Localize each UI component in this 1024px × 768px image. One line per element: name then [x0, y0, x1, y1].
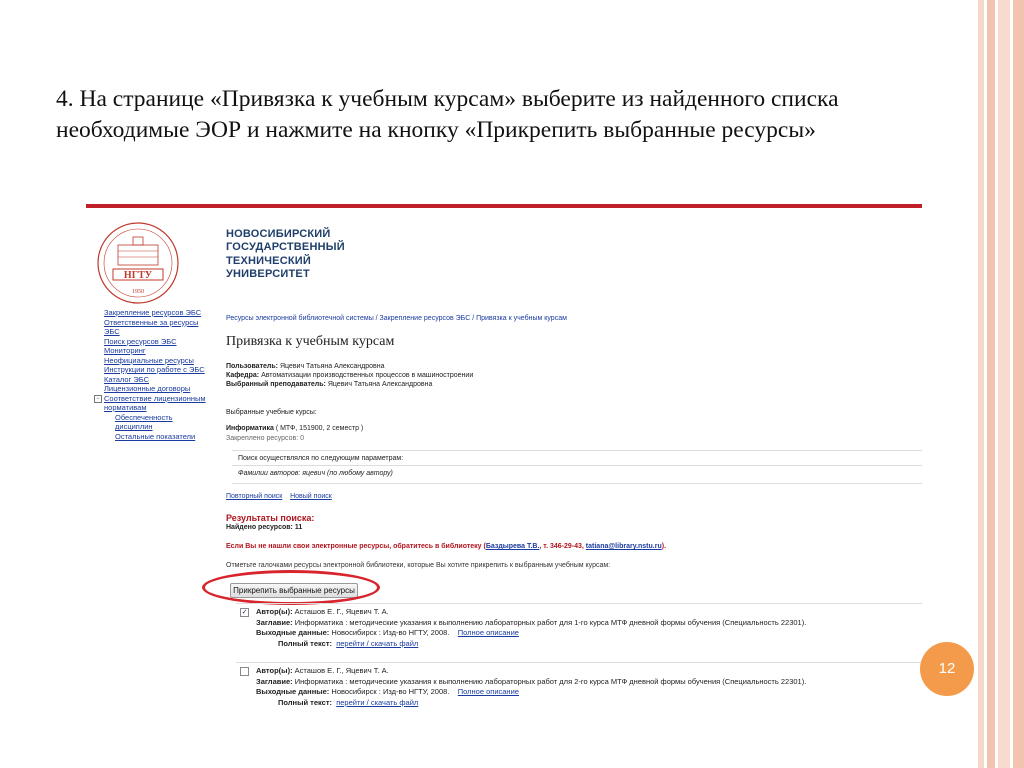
side-stripes	[978, 0, 1024, 768]
selected-courses-label: Выбранные учебные курсы:	[226, 409, 317, 416]
sidebar-item-monitoring[interactable]: Мониторинг	[104, 346, 146, 355]
full-description-link[interactable]: Полное описание	[457, 628, 519, 637]
university-name: НОВОСИБИРСКИЙ ГОСУДАРСТВЕННЫЙ ТЕХНИЧЕСКИЙ УНИВЕРСИТЕТ	[226, 228, 345, 281]
sidebar-item-compliance-2[interactable]: нормативам	[104, 403, 147, 412]
new-search-link[interactable]: Новый поиск	[290, 493, 332, 500]
sidebar-subitem-disciplines[interactable]: дисциплин	[115, 422, 153, 431]
sidebar-subitem-provision[interactable]: Обеспеченность	[115, 412, 173, 422]
download-link[interactable]: перейти / скачать файл	[336, 638, 419, 648]
logo-text: НГТУ	[123, 270, 153, 281]
divider-bar	[86, 204, 922, 208]
contact-line: Если Вы не нашли свои электронные ресурсы, обратитесь в библиотеку (Баздырева Т.В., т. 346-29-43, tatiana@library.nstu.ru).	[226, 543, 667, 550]
download-link[interactable]: перейти / скачать файл	[336, 697, 419, 707]
slide-instruction: 4. На странице «Привязка к учебным курсам» выберите из найденного списка необходимые ЭОР и нажмите на кнопку «Прикрепить выбранные ресурсы»	[56, 86, 839, 143]
repeat-search-link[interactable]: Повторный поиск	[226, 493, 283, 500]
sidebar-item-unofficial[interactable]: Неофициальные ресурсы	[104, 355, 194, 365]
sidebar-item-responsible[interactable]: Ответственные за ресурсы	[104, 317, 199, 327]
list-item: ✓ Автор(ы): Асташов Е. Г., Яцевич Т. А. Заглавие: Информатика : методические указания к выполнению лабораторных работ для 1-го курса МТФ дневной формы обучения (Специальность 22301). Выходные данные: Новосибирск : Изд-во НГТУ, 2008. Полное описание Полный текст: перейти / скачать файл	[236, 603, 922, 660]
page-title: Привязка к учебным курсам	[226, 334, 395, 349]
sidebar-item-search[interactable]: Поиск ресурсов ЭБС	[104, 336, 177, 346]
sidebar-item-catalog[interactable]: Каталог ЭБС	[104, 374, 149, 384]
full-description-link[interactable]: Полное описание	[457, 687, 519, 696]
search-params-value: Фамилии авторов: яцевич (по любому автору)	[232, 466, 922, 484]
collapse-icon[interactable]: −	[94, 395, 102, 403]
university-logo	[93, 221, 183, 305]
sidebar-group-compliance	[96, 393, 219, 413]
search-links	[226, 493, 332, 500]
attached-count: Закреплено ресурсов: 0	[226, 435, 305, 442]
page-number-badge: 12	[920, 642, 974, 696]
sidebar-item-compliance[interactable]: Соответствие лицензионным	[104, 393, 206, 403]
course-name: Информатика	[226, 425, 274, 432]
breadcrumb[interactable]: Ресурсы электронной библиотечной системы / Закрепление ресурсов ЭБС / Привязка к учебным курсам	[226, 315, 567, 322]
search-params-box: Поиск осуществлялся по следующим параметрам:	[232, 450, 922, 466]
results-heading: Результаты поиска:	[226, 513, 315, 523]
sidebar-subitem-other[interactable]: Остальные показатели	[115, 431, 196, 441]
attach-selected-button[interactable]: Прикрепить выбранные ресурсы	[230, 583, 358, 598]
found-count: Найдено ресурсов: 11	[226, 524, 303, 531]
contact-email-link[interactable]: tatiana@library.nstu.ru	[585, 543, 662, 550]
web-screenshot	[86, 210, 922, 725]
sidebar-item-attach-resources[interactable]: Закрепление ресурсов ЭБС	[104, 308, 202, 317]
hint-text: Отметьте галочками ресурсы электронной библиотеки, которые Вы хотите прикрепить к выбранным учебным курсам:	[226, 562, 611, 569]
list-item: Автор(ы): Асташов Е. Г., Яцевич Т. А. Заглавие: Информатика : методические указания к выполнению лабораторных работ для 2-го курса МТФ дневной формы обучения (Специальность 22301). Выходные данные: Новосибирск : Изд-во НГТУ, 2008. Полное описание Полный текст: перейти / скачать файл	[236, 662, 922, 719]
user-info: Пользователь: Яцевич Татьяна Александровна Кафедра: Автоматизации производственных процессов в машиностроении Выбранный преподаватель: Яцевич Татьяна Александровна	[226, 363, 474, 388]
contact-name-link[interactable]: Баздырева Т.В.	[485, 543, 540, 550]
logo-year: 1950	[132, 289, 144, 295]
sidebar-nav	[96, 308, 219, 441]
sidebar-item-responsible-ebs[interactable]: ЭБС	[104, 327, 120, 336]
course-line: Информатика ( МТФ, 151900, 2 семестр )	[226, 425, 364, 432]
record-checkbox[interactable]	[240, 667, 249, 676]
record-checkbox[interactable]: ✓	[241, 609, 248, 616]
sidebar-item-instructions[interactable]: Инструкции по работе с ЭБС	[104, 365, 205, 374]
sidebar-item-contracts[interactable]: Лицензионные договоры	[104, 384, 191, 393]
highlight-ellipse	[202, 570, 380, 605]
